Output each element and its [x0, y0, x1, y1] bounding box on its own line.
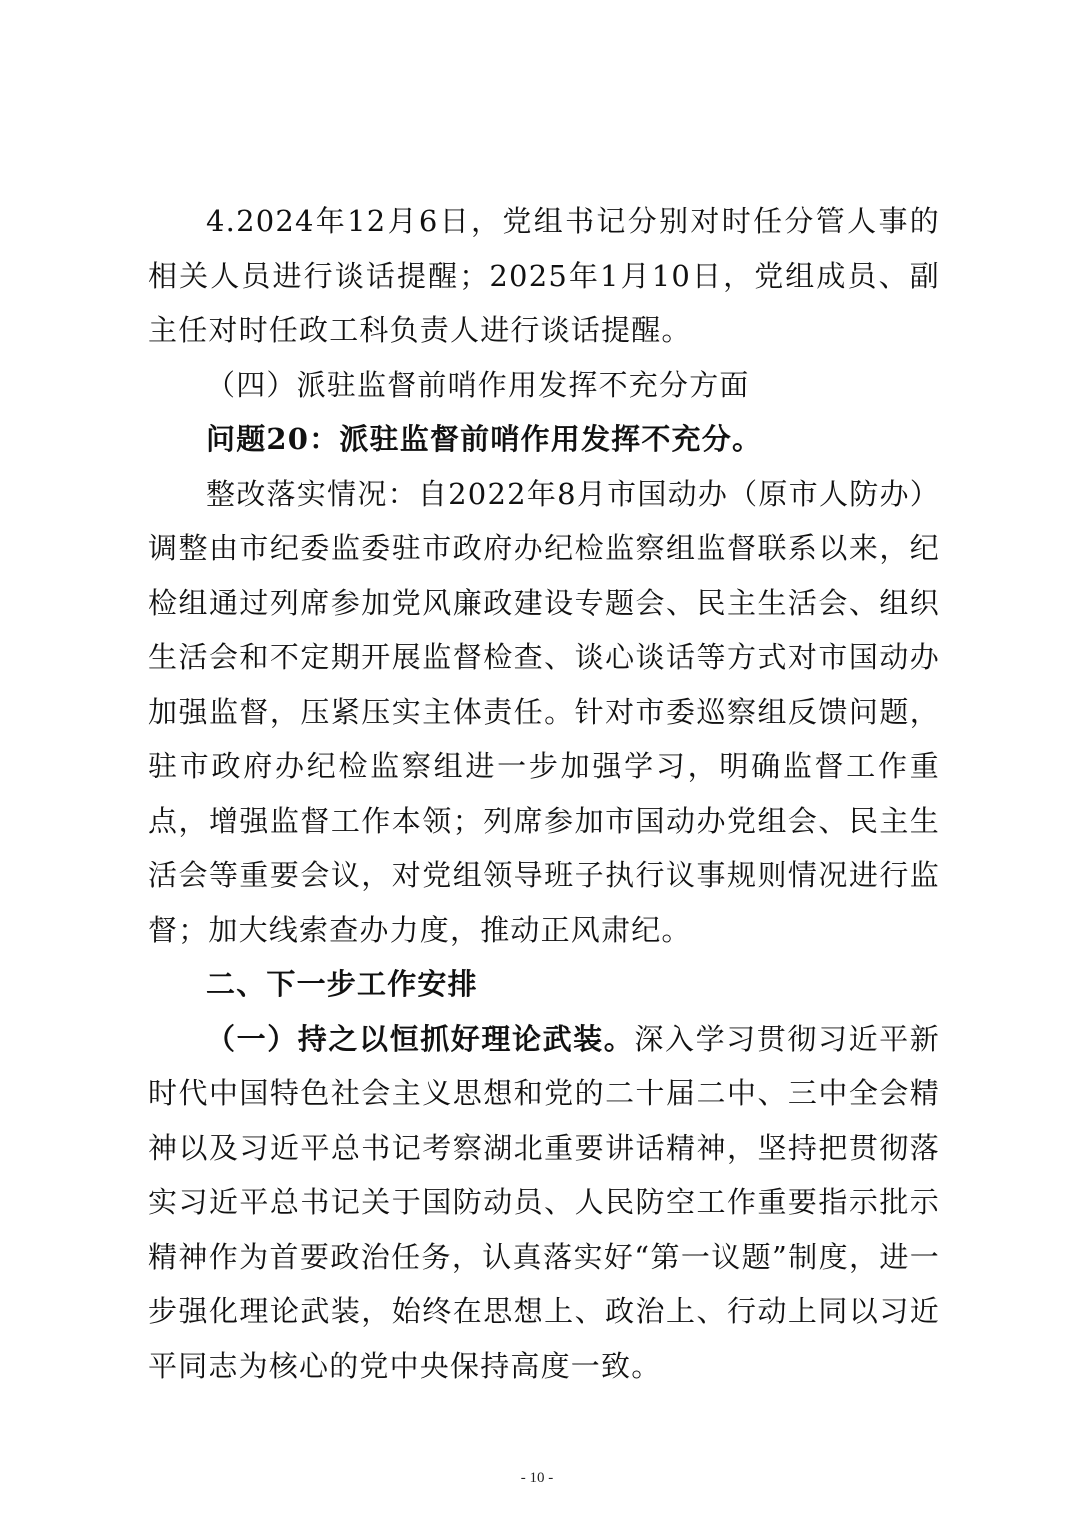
paragraph-talk-reminder: 4.2024年12月6日，党组书记分别对时任分管人事的相关人员进行谈话提醒；2025年1月10日，党组成员、副主任对时任政工科负责人进行谈话提醒。	[148, 204, 940, 347]
document-body	[148, 194, 940, 1393]
next-steps-heading: 二、下一步工作安排	[206, 967, 478, 1001]
paragraph-theory-arming	[148, 1012, 940, 1394]
section-heading-4: （四）派驻监督前哨作用发挥不充分方面	[206, 367, 750, 402]
paragraph-lead-bold: （一）持之以恒抓好理论武装。	[206, 1021, 635, 1056]
paragraph-rectification-status: 整改落实情况：自2022年8月市国动办（原市人防办）调整由市纪委监委驻市政府办纪检监察组监督联系以来，纪检组通过列席参加党风廉政建设专题会、民主生活会、组织生活会和不定期开展监督检查、谈心谈话等方式对市国动办加强监督，压紧压实主体责任。针对市委巡察组反馈问题，驻市政府办纪检监察组进一步加强学习，明确监督工作重点，增强监督工作本领；列席参加市国动办党组会、民主生活会等重要会议，对党组领导班子执行议事规则情况进行监督；加大线索查办力度，推动正风肃纪。	[148, 476, 940, 947]
problem-20-heading: 问题20：派驻监督前哨作用发挥不充分。	[206, 422, 763, 456]
page-number: - 10 -	[520, 1470, 554, 1486]
paragraph-body-text: 深入学习贯彻习近平新时代中国特色社会主义思想和党的二十届二中、三中全会精神以及习近平总书记考察湖北重要讲话精神，坚持把贯彻落实习近平总书记关于国防动员、人民防空工作重要指示批示精神作为首要政治任务，认真落实好“第一议题”制度，进一步强化理论武装，始终在思想上、政治上、行动上同以习近平同志为核心的党中央保持高度一致。	[148, 1021, 940, 1383]
